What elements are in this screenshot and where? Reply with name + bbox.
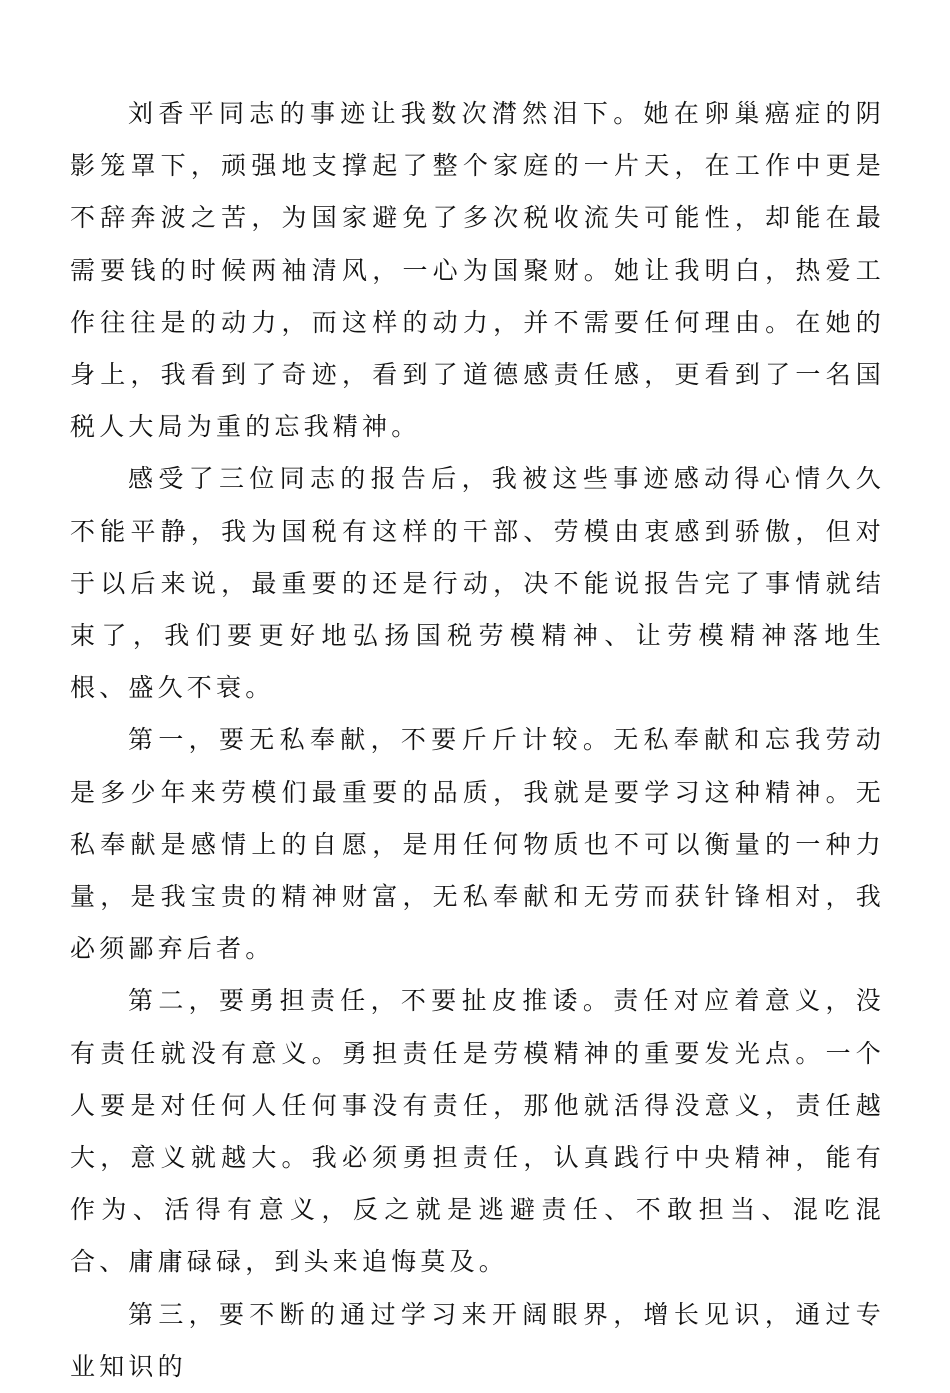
document-body xyxy=(70,88,885,1393)
paragraph-5: 第三，要不断的通过学习来开阔眼界，增长见识，通过专业知识的 xyxy=(70,1299,885,1381)
paragraph-3: 第一，要无私奉献，不要斤斤计较。无私奉献和忘我劳动是多少年来劳模们最重要的品质，我就是要学习这种精神。无私奉献是感情上的自愿，是用任何物质也不可以衡量的一种力量，是我宝贵的精神财富，无私奉献和无劳而获针锋相对，我必须鄙弃后者。 xyxy=(70,725,885,964)
paragraph-1: 刘香平同志的事迹让我数次潸然泪下。她在卵巢癌症的阴影笼罩下，顽强地支撑起了整个家庭的一片天，在工作中更是不辞奔波之苦，为国家避免了多次税收流失可能性，却能在最需要钱的时候两袖清风，一心为国聚财。她让我明白，热爱工作往往是的动力，而这样的动力，并不需要任何理由。在她的身上，我看到了奇迹，看到了道德感责任感，更看到了一名国税人大局为重的忘我精神。 xyxy=(70,99,885,442)
paragraph-4: 第二，要勇担责任，不要扯皮推诿。责任对应着意义，没有责任就没有意义。勇担责任是劳模精神的重要发光点。一个人要是对任何人任何事没有责任，那他就活得没意义，责任越大，意义就越大。我必须勇担责任，认真践行中央精神，能有作为、活得有意义，反之就是逃避责任、不敢担当、混吃混合、庸庸碌碌，到头来追悔莫及。 xyxy=(70,986,885,1277)
paragraph-2: 感受了三位同志的报告后，我被这些事迹感动得心情久久不能平静，我为国税有这样的干部、劳模由衷感到骄傲，但对于以后来说，最重要的还是行动，决不能说报告完了事情就结束了，我们要更好地弘扬国税劳模精神、让劳模精神落地生根、盛久不衰。 xyxy=(70,464,885,703)
